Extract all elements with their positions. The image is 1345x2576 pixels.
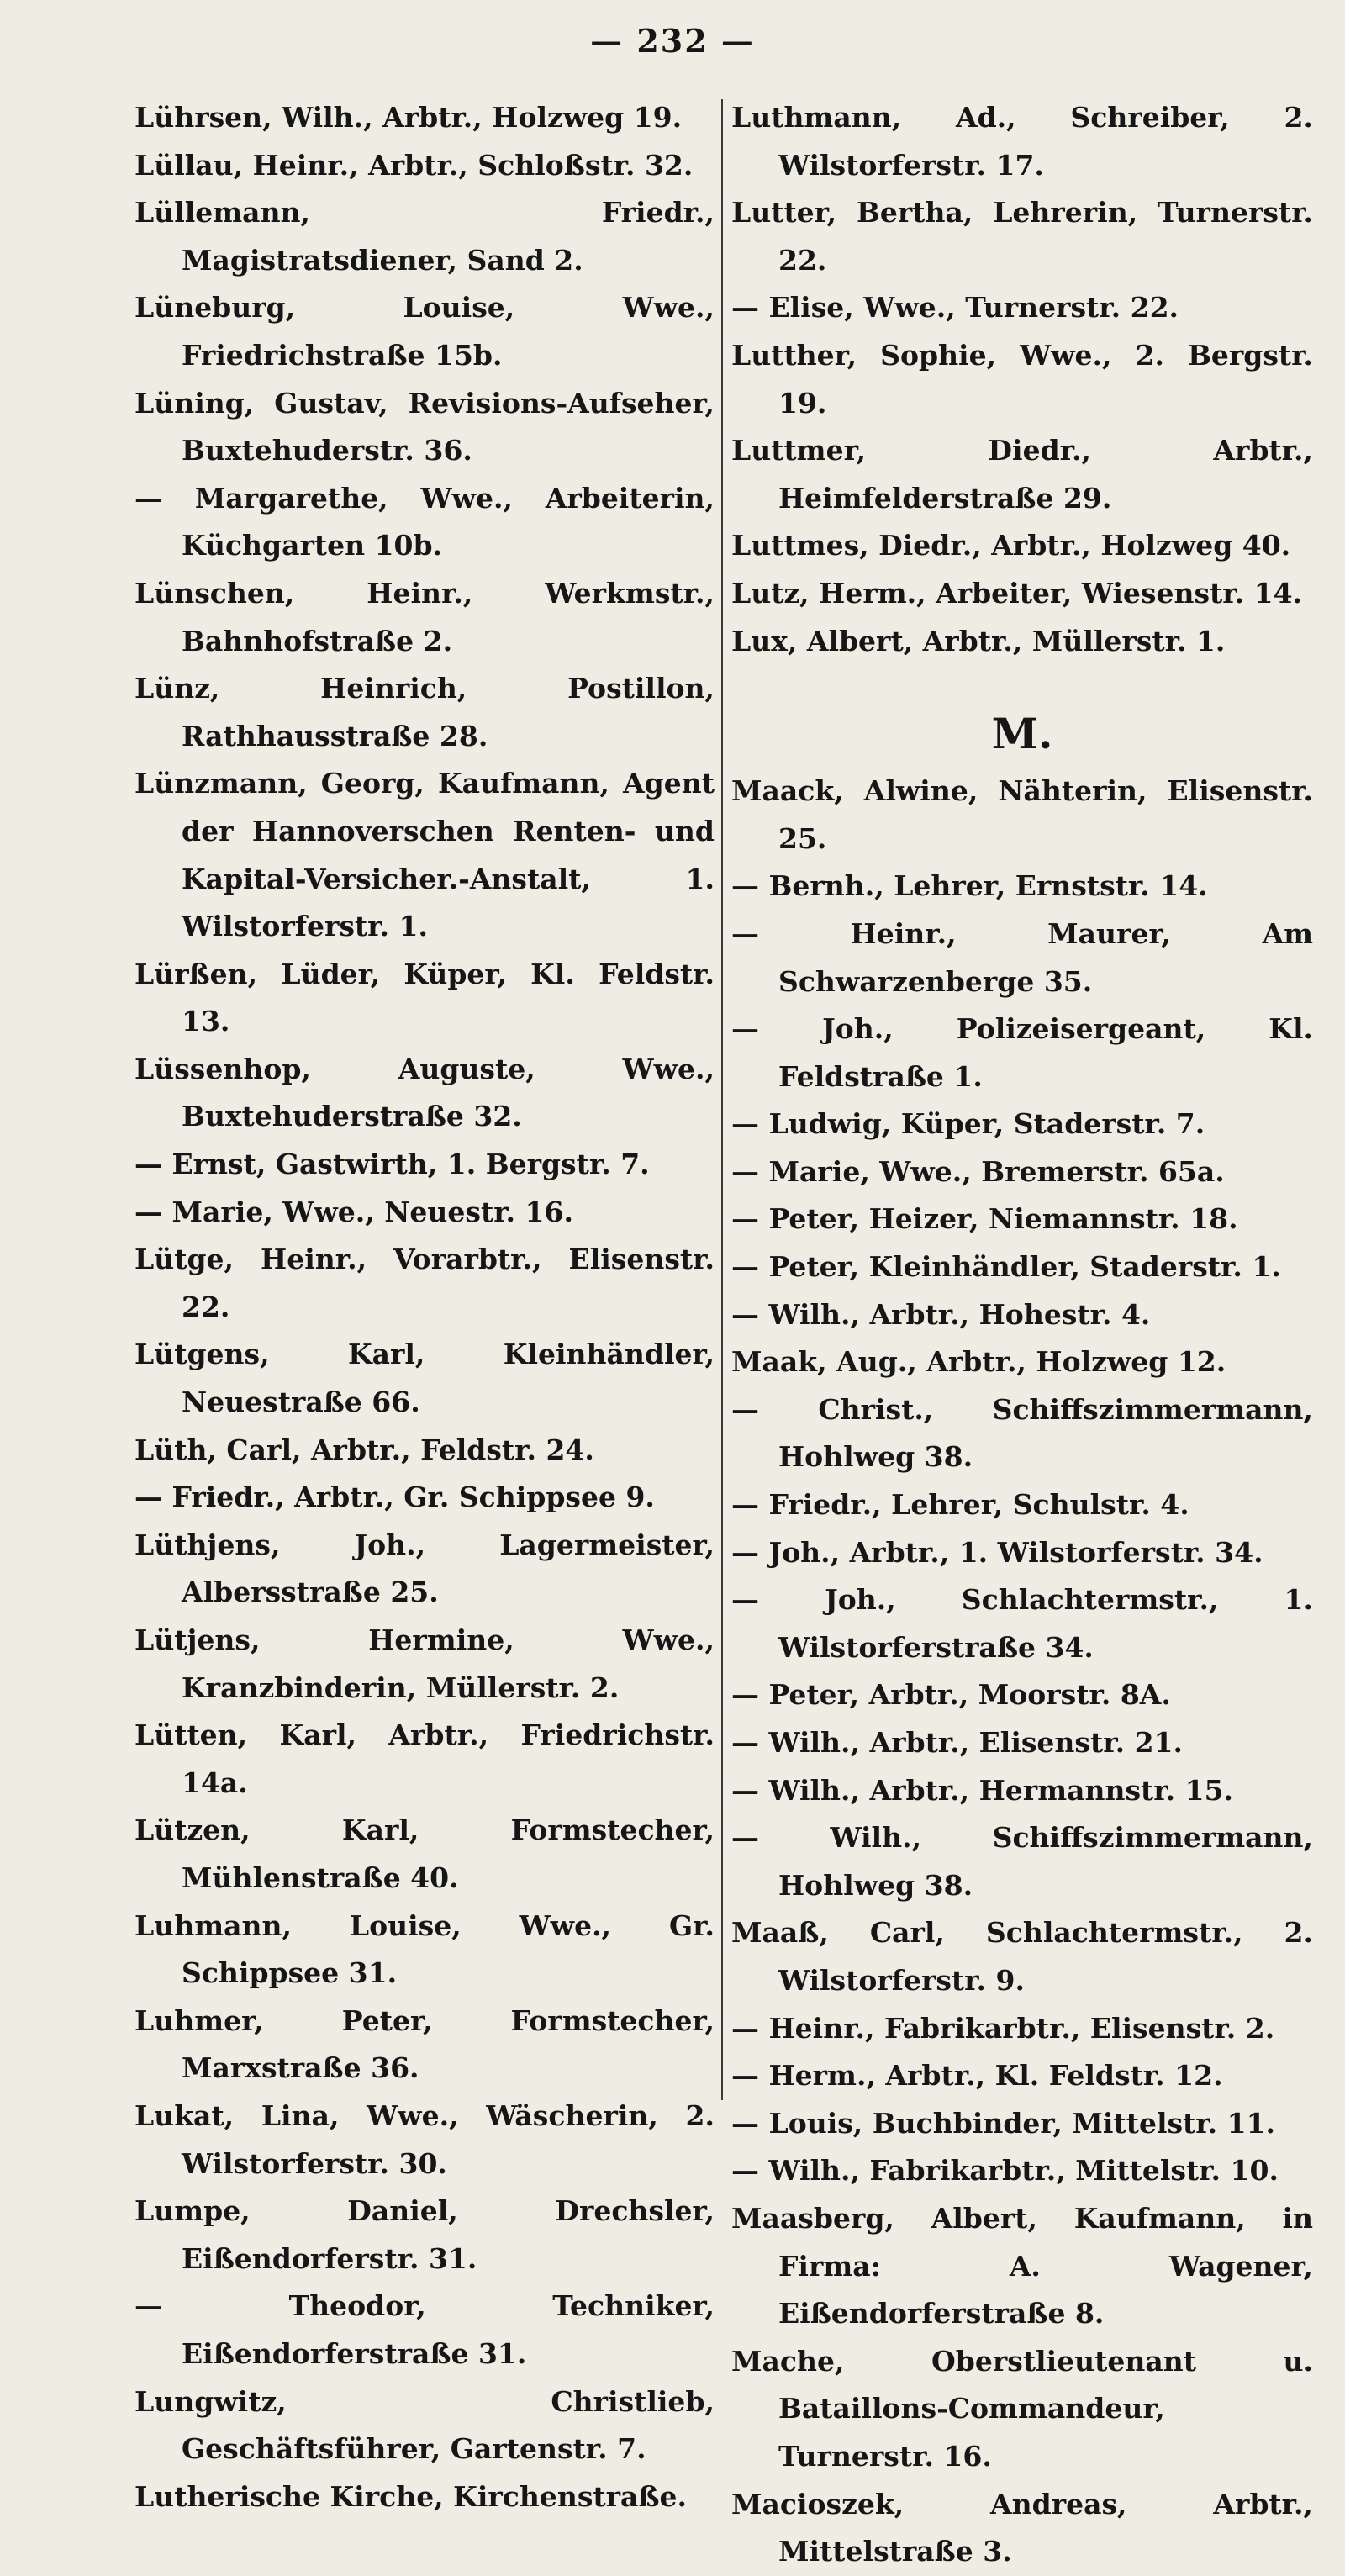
directory-entry: Luhmann, Louise, Wwe., Gr. Schippsee 31. bbox=[134, 1908, 715, 1990]
directory-entry: — Wilh., Schiffszimmermann, Hohlweg 38. bbox=[731, 1821, 1313, 1902]
directory-entry: Lutz, Herm., Arbeiter, Wiesenstr. 14. bbox=[731, 576, 1303, 610]
directory-entry: Maaß, Carl, Schlachtermstr., 2. Wilstorferstr. 9. bbox=[731, 1916, 1313, 1997]
directory-entry: Lünz, Heinrich, Postillon, Rathhausstraße 28. bbox=[134, 672, 715, 752]
directory-entry: Lutter, Bertha, Lehrerin, Turnerstr. 22. bbox=[731, 196, 1313, 277]
directory-entry: Lührsen, Wilh., Arbtr., Holzweg 19. bbox=[134, 101, 683, 134]
directory-entry: Maak, Aug., Arbtr., Holzweg 12. bbox=[731, 1345, 1226, 1379]
directory-entry: Lukat, Lina, Wwe., Wäscherin, 2. Wilstorferstr. 30. bbox=[134, 2098, 715, 2180]
directory-entry: — Bernh., Lehrer, Ernststr. 14. bbox=[731, 869, 1208, 903]
directory-entry: — Ludwig, Küper, Staderstr. 7. bbox=[731, 1107, 1205, 1141]
directory-entry: — Theodor, Techniker, Eißendorferstraße 31. bbox=[134, 2289, 715, 2370]
directory-entry: — Peter, Arbtr., Moorstr. 8A. bbox=[731, 1678, 1171, 1712]
directory-entry: — Marie, Wwe., Neuestr. 16. bbox=[134, 1195, 573, 1228]
directory-entry: — Margarethe, Wwe., Arbeiterin, Küchgarten 10b. bbox=[134, 481, 715, 562]
directory-entry: Lutther, Sophie, Wwe., 2. Bergstr. 19. bbox=[731, 338, 1313, 420]
directory-entry: Lüllemann, Friedr., Magistratsdiener, Sand 2. bbox=[134, 196, 715, 277]
directory-entry: — Herm., Arbtr., Kl. Feldstr. 12. bbox=[731, 2059, 1223, 2093]
directory-entry: Mache, Oberstlieutenant u. Bataillons-Commandeur, Turnerstr. 16. bbox=[731, 2344, 1313, 2473]
directory-entry: Lütgens, Karl, Kleinhändler, Neuestraße 66. bbox=[134, 1338, 715, 1419]
directory-entry: Lumpe, Daniel, Drechsler, Eißendorferstr. 31. bbox=[134, 2194, 715, 2275]
page-number: — 232 — bbox=[590, 22, 755, 60]
directory-entry: — Elise, Wwe., Turnerstr. 22. bbox=[731, 291, 1179, 325]
directory-entry: — Christ., Schiffszimmermann, Hohlweg 38. bbox=[731, 1392, 1313, 1474]
directory-entry: Maack, Alwine, Nähterin, Elisenstr. 25. bbox=[731, 774, 1313, 855]
directory-entry: Luttmes, Diedr., Arbtr., Holzweg 40. bbox=[731, 529, 1291, 562]
directory-entry: — Marie, Wwe., Bremerstr. 65a. bbox=[731, 1154, 1225, 1188]
directory-entry: — Louis, Buchbinder, Mittelstr. 11. bbox=[731, 2106, 1276, 2140]
directory-entry: — Joh., Polizeisergeant, Kl. Feldstraße 1. bbox=[731, 1012, 1313, 1093]
directory-entry: — Peter, Kleinhändler, Staderstr. 1. bbox=[731, 1250, 1281, 1284]
directory-entry: Luhmer, Peter, Formstecher, Marxstraße 36. bbox=[134, 2003, 715, 2085]
directory-entry: Macioszek, Andreas, Arbtr., Mittelstraße 3. bbox=[731, 2487, 1313, 2568]
directory-entry: — Joh., Schlachtermstr., 1. Wilstorferstraße 34. bbox=[731, 1583, 1313, 1664]
directory-entry: Lüllau, Heinr., Arbtr., Schloßstr. 32. bbox=[134, 148, 694, 182]
directory-entry: — Joh., Arbtr., 1. Wilstorferstr. 34. bbox=[731, 1535, 1263, 1569]
directory-entry: Luttmer, Diedr., Arbtr., Heimfelderstraße 29. bbox=[731, 434, 1313, 515]
directory-entry: — Peter, Heizer, Niemannstr. 18. bbox=[731, 1202, 1238, 1236]
column-divider bbox=[721, 99, 723, 2100]
directory-entry: — Wilh., Arbtr., Elisenstr. 21. bbox=[731, 1726, 1183, 1759]
directory-entry: Lutherische Kirche, Kirchenstraße. bbox=[134, 2479, 687, 2513]
directory-entry: — Heinr., Maurer, Am Schwarzenberge 35. bbox=[731, 916, 1313, 998]
directory-entry: Lüthjens, Joh., Lagermeister, Albersstraße 25. bbox=[134, 1528, 715, 1609]
directory-entry: Lünschen, Heinr., Werkmstr., Bahnhofstraße 2. bbox=[134, 576, 715, 657]
directory-entry: Lüth, Carl, Arbtr., Feldstr. 24. bbox=[134, 1433, 594, 1466]
right-column-entries-l bbox=[731, 94, 1313, 665]
directory-entry: — Friedr., Arbtr., Gr. Schippsee 9. bbox=[134, 1481, 655, 1514]
right-column-entries-m bbox=[731, 768, 1313, 2576]
directory-entry: — Wilh., Arbtr., Hermannstr. 15. bbox=[731, 1773, 1234, 1807]
directory-entry: — Ernst, Gastwirth, 1. Bergstr. 7. bbox=[134, 1148, 650, 1181]
directory-entry: Maasberg, Albert, Kaufmann, in Firma: A. Wagener, Eißendorferstraße 8. bbox=[731, 2201, 1313, 2331]
section-heading-m: M. bbox=[991, 709, 1053, 759]
directory-entry: Lütten, Karl, Arbtr., Friedrichstr. 14a. bbox=[134, 1718, 715, 1799]
directory-entry: Lüssenhop, Auguste, Wwe., Buxtehuderstraße 32. bbox=[134, 1052, 715, 1133]
directory-entry: Lünzmann, Georg, Kaufmann, Agent der Hannoverschen Renten- und Kapital-Versicher.-Anstalt, 1. Wilstorferstr. 1. bbox=[134, 767, 715, 943]
directory-entry: Lüneburg, Louise, Wwe., Friedrichstraße 15b. bbox=[134, 291, 715, 372]
directory-entry: — Friedr., Lehrer, Schulstr. 4. bbox=[731, 1488, 1189, 1522]
directory-entry: Lüning, Gustav, Revisions-Aufseher, Buxtehuderstr. 36. bbox=[134, 386, 715, 467]
directory-entry: — Heinr., Fabrikarbtr., Elisenstr. 2. bbox=[731, 2011, 1275, 2045]
directory-entry: Lux, Albert, Arbtr., Müllerstr. 1. bbox=[731, 624, 1226, 657]
left-column bbox=[134, 94, 715, 2513]
directory-entry: Lütjens, Hermine, Wwe., Kranzbinderin, Müllerstr. 2. bbox=[134, 1623, 715, 1704]
right-column bbox=[731, 94, 1313, 2568]
directory-entry: Lungwitz, Christlieb, Geschäftsführer, Gartenstr. 7. bbox=[134, 2384, 715, 2466]
directory-entry: — Wilh., Arbtr., Hohestr. 4. bbox=[731, 1297, 1151, 1331]
directory-entry: Lürßen, Lüder, Küper, Kl. Feldstr. 13. bbox=[134, 957, 715, 1038]
directory-entry: Luthmann, Ad., Schreiber, 2. Wilstorferstr. 17. bbox=[731, 101, 1313, 182]
directory-entry: Lütge, Heinr., Vorarbtr., Elisenstr. 22. bbox=[134, 1243, 715, 1323]
directory-entry: — Wilh., Fabrikarbtr., Mittelstr. 10. bbox=[731, 2154, 1279, 2188]
directory-entry: Lützen, Karl, Formstecher, Mühlenstraße 40. bbox=[134, 1813, 715, 1894]
